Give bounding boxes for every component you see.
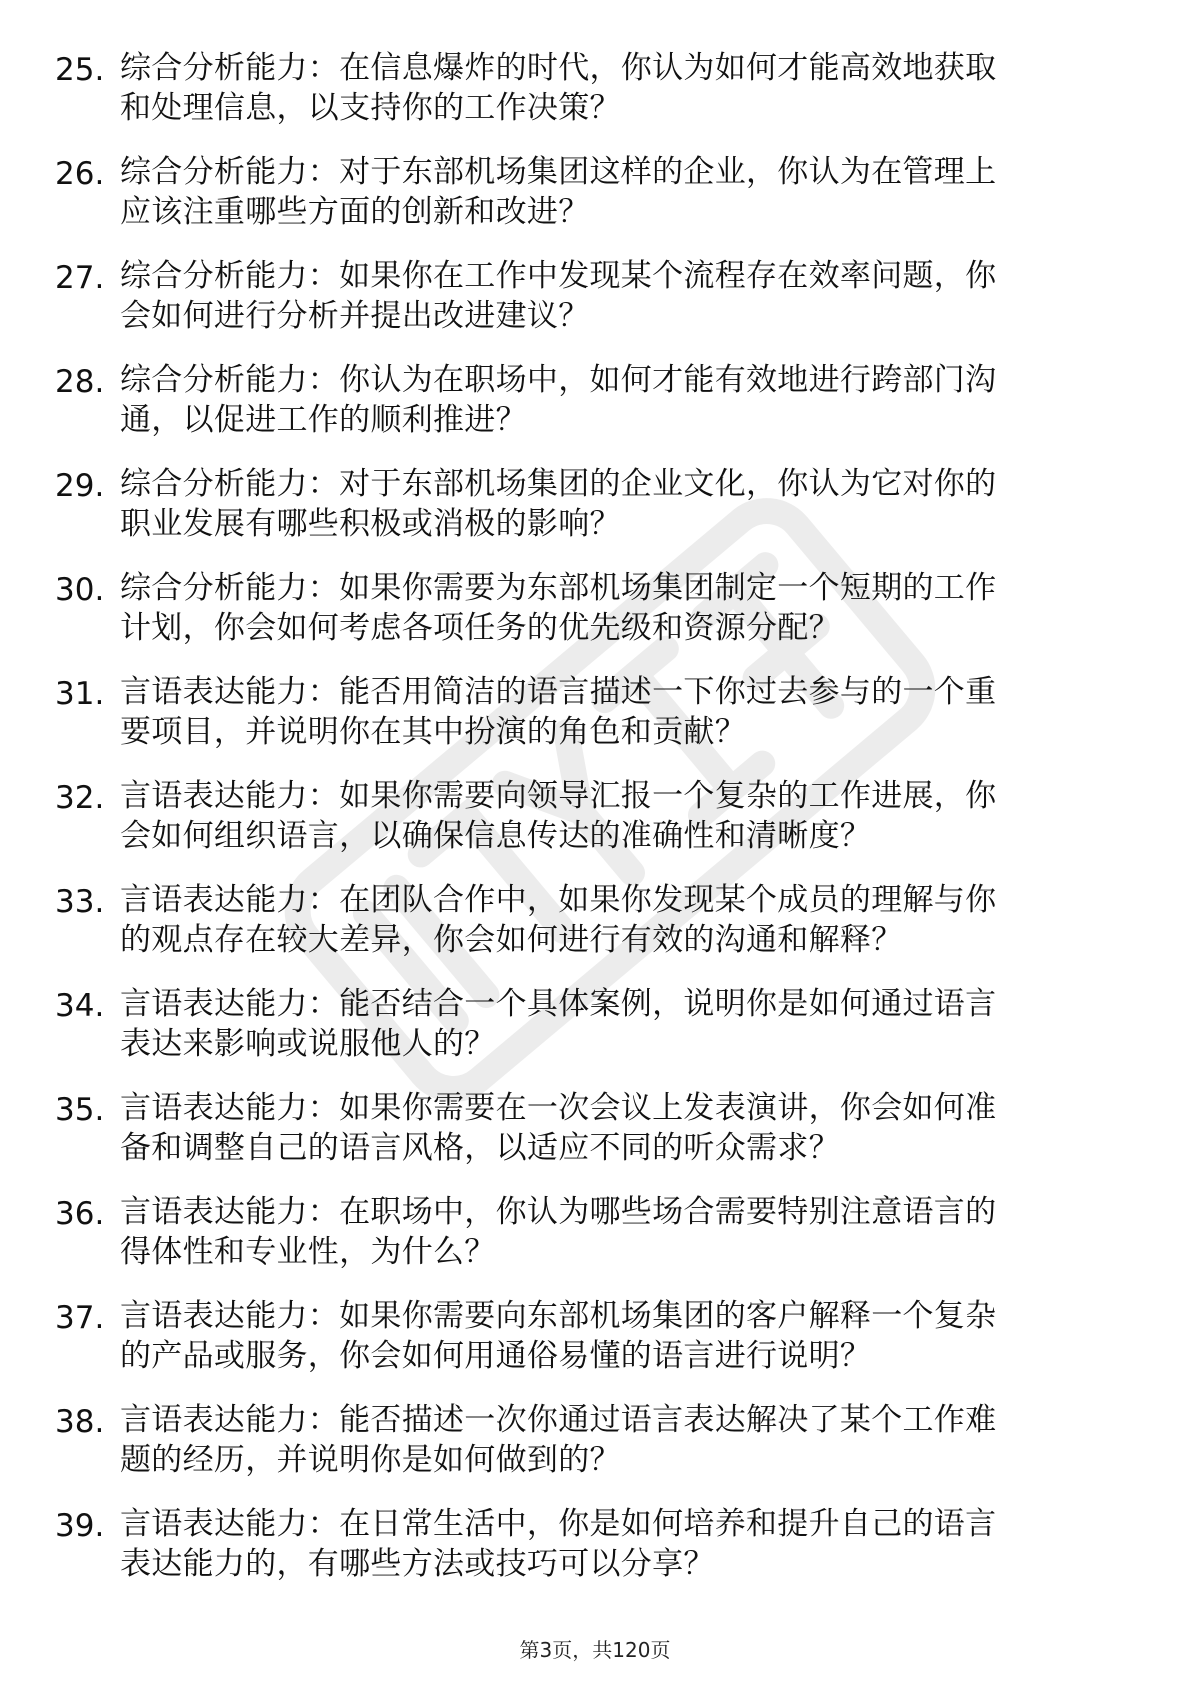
question-text: 综合分析能力：如果你需要为东部机场集团制定一个短期的工作计划，你会如何考虑各项任务的优先级和资源分配？ [120, 570, 997, 646]
question-text: 言语表达能力：能否描述一次你通过语言表达解决了某个工作难题的经历，并说明你是如何做到的？ [120, 1402, 997, 1478]
list-item [55, 360, 1115, 464]
list-item [55, 1088, 1115, 1192]
list-item [55, 152, 1115, 256]
question-text: 言语表达能力：能否用简洁的语言描述一下你过去参与的一个重要项目，并说明你在其中扮演的角色和贡献？ [120, 674, 997, 750]
question-text: 言语表达能力：能否结合一个具体案例，说明你是如何通过语言表达来影响或说服他人的？ [120, 986, 997, 1062]
question-number: 36. [55, 1196, 105, 1232]
question-number: 32. [55, 780, 105, 816]
list-item [55, 256, 1115, 360]
question-number: 30. [55, 572, 105, 608]
question-text: 综合分析能力：对于东部机场集团这样的企业，你认为在管理上应该注重哪些方面的创新和改进？ [120, 154, 997, 230]
question-number: 35. [55, 1092, 105, 1128]
list-item [55, 1400, 1115, 1504]
list-item [55, 672, 1115, 776]
question-text: 言语表达能力：如果你需要在一次会议上发表演讲，你会如何准备和调整自己的语言风格，以适应不同的听众需求？ [120, 1090, 997, 1166]
question-text: 综合分析能力：对于东部机场集团的企业文化，你认为它对你的职业发展有哪些积极或消极的影响？ [120, 466, 997, 542]
question-number: 37. [55, 1300, 105, 1336]
list-item [55, 1504, 1115, 1608]
question-number: 39. [55, 1508, 105, 1544]
list-item [55, 880, 1115, 984]
question-text: 言语表达能力：在团队合作中，如果你发现某个成员的理解与你的观点存在较大差异，你会如何进行有效的沟通和解释？ [120, 882, 997, 958]
list-item [55, 1192, 1115, 1296]
question-text: 言语表达能力：如果你需要向东部机场集团的客户解释一个复杂的产品或服务，你会如何用通俗易懂的语言进行说明？ [120, 1298, 997, 1374]
list-item [55, 48, 1115, 152]
question-text: 言语表达能力：在职场中，你认为哪些场合需要特别注意语言的得体性和专业性，为什么？ [120, 1194, 997, 1270]
question-number: 33. [55, 884, 105, 920]
list-item [55, 776, 1115, 880]
question-number: 34. [55, 988, 105, 1024]
list-item [55, 464, 1115, 568]
question-number: 31. [55, 676, 105, 712]
page-footer: 第3页，共120页 [519, 1638, 671, 1662]
question-text: 综合分析能力：在信息爆炸的时代，你认为如何才能高效地获取和处理信息，以支持你的工作决策？ [120, 50, 997, 126]
question-number: 25. [55, 52, 105, 88]
question-number: 27. [55, 260, 105, 296]
list-item [55, 568, 1115, 672]
question-number: 26. [55, 156, 105, 192]
list-item [55, 984, 1115, 1088]
question-number: 29. [55, 468, 105, 504]
question-list [55, 48, 1115, 1608]
question-text: 言语表达能力：如果你需要向领导汇报一个复杂的工作进展，你会如何组织语言，以确保信息传达的准确性和清晰度？ [120, 778, 997, 854]
question-number: 28. [55, 364, 105, 400]
question-number: 38. [55, 1404, 105, 1440]
question-text: 综合分析能力：你认为在职场中，如何才能有效地进行跨部门沟通，以促进工作的顺利推进？ [120, 362, 997, 438]
question-text: 综合分析能力：如果你在工作中发现某个流程存在效率问题，你会如何进行分析并提出改进建议？ [120, 258, 997, 334]
list-item [55, 1296, 1115, 1400]
question-text: 言语表达能力：在日常生活中，你是如何培养和提升自己的语言表达能力的，有哪些方法或技巧可以分享？ [120, 1506, 997, 1582]
